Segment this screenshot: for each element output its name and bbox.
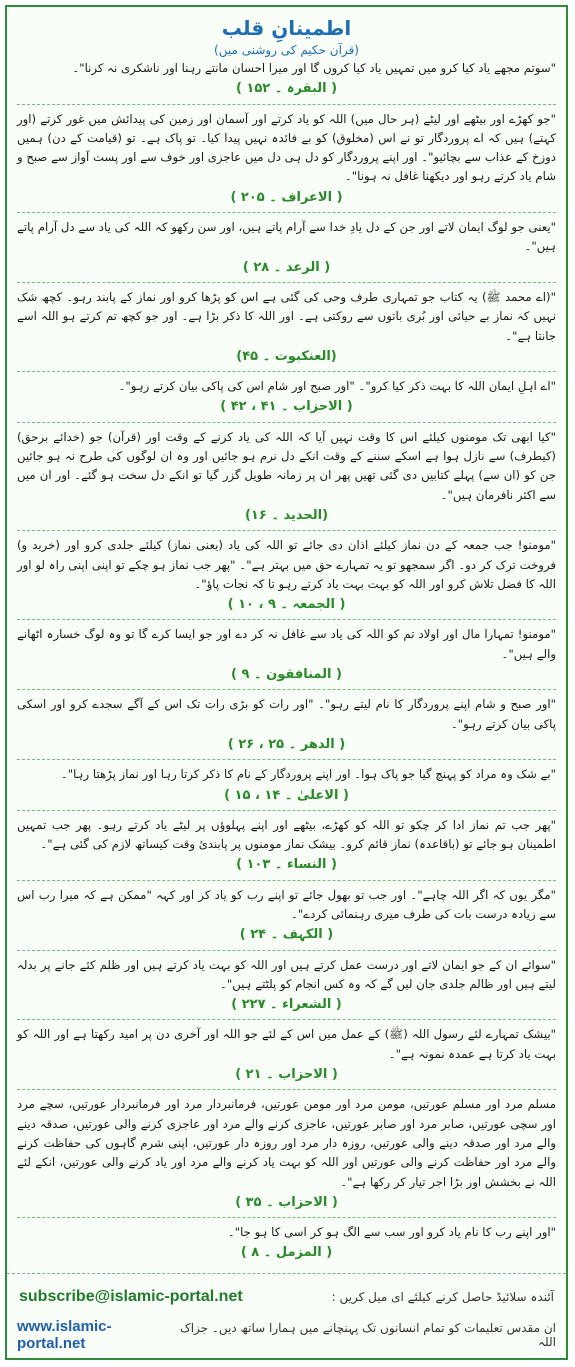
verse-item	[17, 956, 556, 1015]
verse-divider	[17, 689, 556, 690]
verse-reference: ( الشعراء ۔ ۲۲۷ )	[231, 997, 342, 1013]
verse-divider	[17, 1217, 556, 1218]
verse-reference: ( الکہف ۔ ۲۴ )	[239, 927, 334, 943]
title-row	[7, 13, 566, 43]
verse-text: "بے شک وہ مراد کو پہنچ گیا جو پاک ہوا۔ اور اپنے پروردگار کے نام کا ذکر کرتا رہا اور نماز پڑھتا رہا"۔	[60, 767, 556, 782]
website-link[interactable]: www.islamic-portal.net	[17, 1318, 112, 1352]
verse-divider	[17, 1019, 556, 1020]
verse-divider	[17, 880, 556, 881]
subscribe-label: آئندہ سلائیڈ حاصل کرنے کیلئے ای میل کریں :	[331, 1290, 554, 1304]
verse-reference: ( البقرہ ۔ ۱۵۲ )	[235, 81, 338, 97]
verse-reference: ( الدھر ۔ ۲۵ ، ۲۶ )	[227, 736, 346, 752]
footer-divider	[7, 1273, 566, 1274]
verse-item	[17, 377, 556, 417]
verse-text: "اے اہلِ ایمان اللہ کا بہت ذکر کیا کرو"۔ "اور صبح اور شام اس کی پاکی بیان کرتے رہو"۔	[118, 379, 556, 394]
verse-divider	[17, 422, 556, 423]
verse-text: "مومنو! جب جمعہ کے دن نماز کیلئے اذان دی جائے تو اللہ کی یاد (یعنی نماز) کیلئے جلدی کرو اور (خرید و) فروخت ترک کر دو۔ اگر سمجھو تو یہ تمہارے حق میں بہتر ہے"۔ "پھر جب نماز ہو چکے تو اپنی اپنی راہ لو اور اللہ کا فضل تلاش کرو اور اللہ کو بہت بہت یاد کرتے رہو تا کہ نجات پاؤ"۔	[17, 538, 556, 591]
verse-reference: ( الاعلیٰ ۔ ۱۴ ، ۱۵ )	[224, 787, 349, 803]
verse-divider	[17, 530, 556, 531]
verse-reference: (الحدید ۔ ۱۶)	[244, 507, 329, 523]
verses-container	[7, 59, 566, 1263]
verse-text: "جو کھڑے اور بیٹھے اور لیٹے (ہر حال میں) اللہ کو یاد کرتے اور آسمان اور زمین کی پیدائش میں غور کرتے (اور کہتے) ہیں کہ اے پروردگار تو نے اس (مخلوق) کو بے فائدہ نہیں پیدا کیا۔ تو پاک ہے۔ تو (قیامت کے دن) ہمیں دوزخ کے عذاب سے بچائیو"۔ اور اپنے پروردگار کو دل ہی دل میں عاجزی اور خوف سے اور پست آواز سے صبح و شام یاد کرتے رہو اور دیکھنا غافل نہ ہونا"۔	[17, 111, 556, 184]
footer	[7, 1268, 566, 1358]
verse-text: "(اے محمد ﷺ) یہ کتاب جو تمہاری طرف وحی کی گئی ہے اس کو پڑھا کرو اور نماز کے پابند رہو۔ کچھ شک نہیں کہ نماز بے حیائی اور بُری باتوں سے روکتی ہے۔ اور اللہ کا ذکر بڑا ہے۔ اور جو کچھ تم کرتے ہو اللہ اسے جانتا ہے"۔	[17, 289, 556, 343]
verse-reference: ( الاعراف ۔ ۲۰۵ )	[230, 189, 343, 205]
verse-reference: ( الاحزاب ۔ ۲۱ )	[235, 1067, 338, 1083]
verse-reference: ( الاحزاب ۔ ۳۵ )	[235, 1194, 338, 1210]
verse-item	[17, 765, 556, 805]
page-subtitle: (قرآن حکیم کی روشنی میں)	[214, 43, 359, 57]
page-title: اطمینانِ قلب	[221, 16, 352, 40]
verse-item	[17, 110, 556, 207]
subscribe-email-link[interactable]: subscribe@islamic-portal.net	[19, 1288, 243, 1305]
verse-item	[17, 1095, 556, 1212]
verse-item	[17, 536, 556, 614]
subscribe-row	[7, 1279, 566, 1315]
verse-text: "بیشک تمہارے لئے رسول اللہ (ﷺ) کے عمل میں اس کے لئے جو اللہ اور آخری دن پر امید رکھتا ہے اور اللہ کو بہت یاد کرتا ہے عمدہ نمونہ ہے"۔	[17, 1027, 556, 1061]
verse-divider	[17, 1089, 556, 1090]
verse-reference: ( الاحزاب ۔ ۴۱ ، ۴۲ )	[220, 399, 353, 415]
verse-item	[17, 695, 556, 754]
verse-text: "اور اپنے رب کا نام یاد کرو اور سب سے الگ ہو کر اسی کا ہو جا"۔	[227, 1225, 556, 1240]
verse-reference: (العنکبوت ۔ ۴۵)	[236, 348, 337, 364]
website-row	[7, 1318, 566, 1352]
verse-item	[17, 428, 556, 525]
verse-text: "کیا ابھی تک مومنوں کیلئے اس کا وقت نہیں آیا کہ اللہ کی یاد کرنے کے وقت اور (قرآن) جو (خدائے برحق) (کیطرف) سے نازل ہوا ہے اسکے سننے کے وقت انکے دل نرم ہو جائیں اور وہ ان لوگوں کی طرح نہ ہو جائیں جن کو (ان سے) پہلے کتابیں دی گئی تھیں پھر ان پر زمانہ طویل گزر گیا تو انکے دل سخت ہو گئے۔ اور ان میں سے اکثر نافرمان ہیں"۔	[17, 429, 556, 502]
verse-text: "پھر جب تم نماز ادا کر چکو تو اللہ کو کھڑے، بیٹھے اور اپنے پہلوؤں پر لیٹے یاد کرتے رہو۔ پھر جب تمہیں اطمینان ہو جائے تو (باقاعدہ) نماز قائم کرو۔ بیشک نماز مومنوں پر پابندیٔ وقت کیساتھ لازم کی گئی ہے"۔	[17, 817, 556, 852]
closing-text: ان مقدس تعلیمات کو تمام انسانوں تک پہنچانے میں ہمارا ساتھ دیں۔ جزاک اللہ	[179, 1321, 556, 1349]
verse-text: "سوتم مجھے یاد کیا کرو میں تمہیں یاد کیا کروں گا اور میرا احسان مانتے رہنا اور ناشکری نہ کرنا"۔	[72, 61, 556, 75]
verse-item	[17, 1025, 556, 1084]
verse-text: "مومنو! تمہارا مال اور اولاد تم کو اللہ کی یاد سے غافل نہ کر دے اور جو ایسا کرے گا تو وہ لوگ خسارہ اٹھانے والے ہیں"۔	[17, 627, 556, 661]
verse-reference: ( المزمل ۔ ۸ )	[240, 1245, 333, 1261]
verse-divider	[17, 759, 556, 760]
verse-reference: ( الجمعہ ۔ ۹ ، ۱۰ )	[227, 597, 346, 613]
verse-item	[17, 886, 556, 945]
verse-reference: ( النساء ۔ ۱۰۳ )	[236, 857, 337, 873]
verse-divider	[17, 371, 556, 372]
verse-reference: ( الرعد ۔ ۲۸ )	[242, 259, 331, 275]
verse-text: "اور صبح و شام اپنے پروردگار کا نام لیتے رہو"۔ "اور رات کو بڑی رات تک اس کے آگے سجدے کرو اور اسکی پاکی بیان کرتے رہو"۔	[17, 697, 556, 731]
verse-divider	[17, 619, 556, 620]
verse-text: "مگر یوں کہ اگر اللہ چاہے"۔ اور جب تو بھول جائے تو اپنے رب کو یاد کر اور کہہ "ممکن ہے کہ میرا رب اس سے زیادہ درست بات کی طرف میری رہنمائی کردے"۔	[17, 887, 556, 921]
verse-reference: ( المنافقون ۔ ۹ )	[231, 667, 342, 683]
verse-item	[17, 816, 556, 875]
verse-divider	[17, 950, 556, 951]
verse-item	[17, 218, 556, 277]
verse-divider	[17, 810, 556, 811]
verse-divider	[17, 212, 556, 213]
verse-item	[17, 625, 556, 684]
verse-text: مسلم مرد اور مسلم عورتیں، مومن مرد اور مومن عورتیں، فرمانبردار مرد اور فرمانبردار عورتیں، سچے مرد اور سچی عورتیں، صابر مرد اور صابر عورتیں، عاجزی کرنے والے مرد اور عاجزی کرنے والی عورتیں، صدقہ دینے والے مرد اور صدقہ دینے والی عورتیں، روزہ دار مرد اور روزہ دار عورتیں، اپنی شرم گاہوں کی حفاظت کرنے والے مرد اور حفاظت کرنے والی عورتیں اور اللہ کو بہت یاد کرنے والے مرد اور یاد کرنے والی عورتیں، انکے لئے اللہ نے بخشش اور بڑا اجر تیار کر رکھا ہے"۔	[17, 1097, 556, 1189]
verse-text: "سوائے ان کے جو ایمان لاتے اور درست عمل کرتے ہیں اور اللہ کو بہت یاد کرتے ہیں اور ظلم کئے جانے پر بدلہ لیتے ہیں اور ظالم جلدی جان لیں گے کہ وہ کس انجام کو پلٹتے ہیں"۔	[17, 957, 556, 991]
verse-text: "یعنی جو لوگ ایمان لاتے اور جن کے دل یادِ خدا سے آرام پاتے ہیں، اور سن رکھو کہ اللہ کی یاد سے دل آرام پاتے ہیں"۔	[17, 220, 556, 254]
page-frame	[5, 5, 568, 1360]
verse-item	[17, 59, 556, 99]
verse-divider	[17, 282, 556, 283]
verse-item	[17, 288, 556, 366]
verse-item	[17, 1223, 556, 1263]
verse-divider	[17, 104, 556, 105]
